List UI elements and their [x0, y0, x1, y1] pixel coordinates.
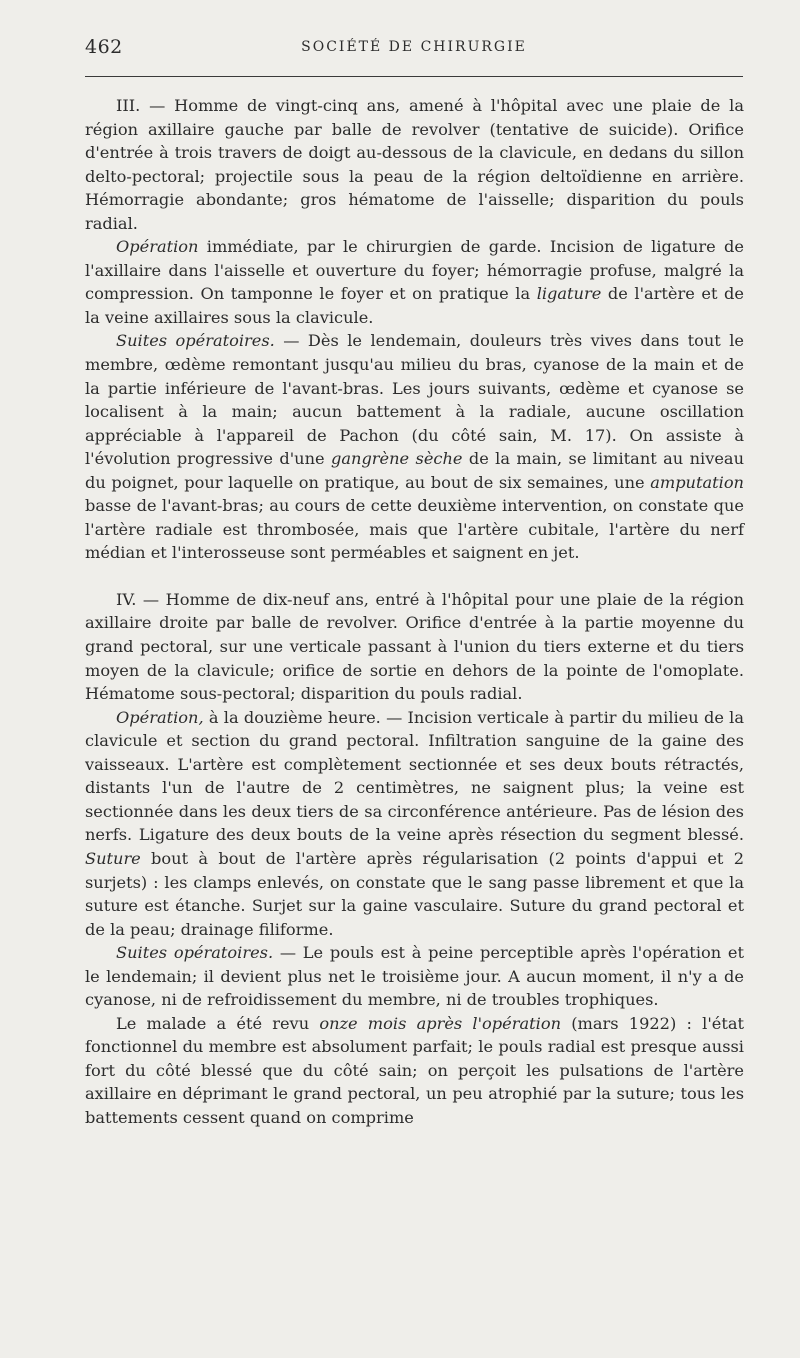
- case-3-suites: Suites opératoires. — Dès le lendemain, douleurs très vives dans tout le membre, œdème remontant jusqu'au milieu du bras, cyanose de la main et de la partie inférieure de l'avant-bras. Les jours suivants, œdème et cyanose se localisent à la main; aucun battement à la radiale, aucune oscillation appréciable à l'appareil de Pachon (du côté sain, M. 17). On assiste à l'évolution progressive d'une gangrène sèche de la main, se limitant au niveau du poignet, pour laquelle on pratique, au bout de six semaines, une amputation basse de l'avant-bras; au cours de cette deuxième intervention, on constate que l'artère radiale est thrombosée, mais que l'artère cubitale, l'artère du nerf médian et l'interosseuse sont perméables et saignent en jet.: [85, 331, 745, 563]
- running-head: SOCIÉTÉ DE CHIRURGIE: [301, 39, 527, 55]
- suites-label: Suites opératoires.: [116, 331, 275, 351]
- ligature-label: ligature: [536, 284, 602, 304]
- gangrene-label: gangrène sèche: [331, 449, 463, 469]
- operation-label: Opération: [116, 237, 199, 257]
- case-3-operation: Opération immédiate, par le chirurgien de garde. Incision de ligature de l'axillaire dans l'aisselle et ouverture du foyer; hémorragie profuse, malgré la compression. On tamponne le foyer et on pratique la ligature de l'artère et de la veine axillaires sous la clavicule.: [85, 237, 744, 327]
- case-4-follow-up: Le malade a été revu onze mois après l'opération (mars 1922) : l'état fonctionnel du membre est absolument parfait; le pouls radial est presque aussi fort du côté blessé que du côté sain; on perçoit les pulsations de l'artère axillaire en déprimant le grand pectoral, un peu atrophié par la suture; tous les battements cessent quand on comprime: [85, 1013, 745, 1127]
- header-rule: [85, 76, 743, 77]
- amputation-label: amputation: [650, 472, 744, 492]
- case-3-intro: III. — Homme de vingt-cinq ans, amené à l'hôpital avec une plaie de la région axillaire gauche par balle de revolver (tentative de suicide). Orifice d'entrée à trois travers de doigt au-dessous de la clavicule, en dedans du sillon delto-pectoral; projectile sous la peau de la région deltoïdienne en arrière. Hémorragie abondante; gros hématome de l'aisselle; disparition du pouls radial.: [85, 96, 744, 233]
- body-text: [85, 94, 744, 1130]
- suites-label: Suites opératoires.: [116, 943, 274, 963]
- page-header: [85, 36, 743, 62]
- case-4-suites: Suites opératoires. — Le pouls est à peine perceptible après l'opération et le lendemain; il devient plus net le troisième jour. A aucun moment, il n'y a de cyanose, ni de refroidissement du membre, ni de troubles trophiques.: [85, 943, 744, 1010]
- case-4-operation: Opération, à la douzième heure. — Incision verticale à partir du milieu de la clavicule et section du grand pectoral. Infiltration sanguine de la gaine des vaisseaux. L'artère est complètement sectionnée et ses deux bouts rétractés, distants l'un de l'autre de 2 centimètres, ne saignent plus; la veine est sectionnée dans les deux tiers de sa circonférence antérieure. Pas de lésion des nerfs. Ligature des deux bouts de la veine après résection du segment blessé. Suture bout à bout de l'artère après régularisation (2 points d'appui et 2 surjets) : les clamps enlevés, on constate que le sang passe librement et que la suture est étanche. Surjet sur la gaine vasculaire. Suture du grand pectoral et de la peau; drainage filiforme.: [85, 707, 744, 939]
- page-number: 462: [85, 36, 123, 58]
- suture-label: Suture: [85, 848, 141, 868]
- follow-up-label: onze mois après l'opération: [319, 1013, 561, 1033]
- operation-label: Opération,: [116, 707, 204, 727]
- case-4-intro: IV. — Homme de dix-neuf ans, entré à l'hôpital pour une plaie de la région axillaire droite par balle de revolver. Orifice d'entrée à la partie moyenne du grand pectoral, sur une verticale passant à l'union du tiers externe et du tiers moyen de la clavicule; orifice de sortie en dehors de la pointe de l'omoplate. Hématome sous-pectoral; disparition du pouls radial.: [85, 589, 744, 704]
